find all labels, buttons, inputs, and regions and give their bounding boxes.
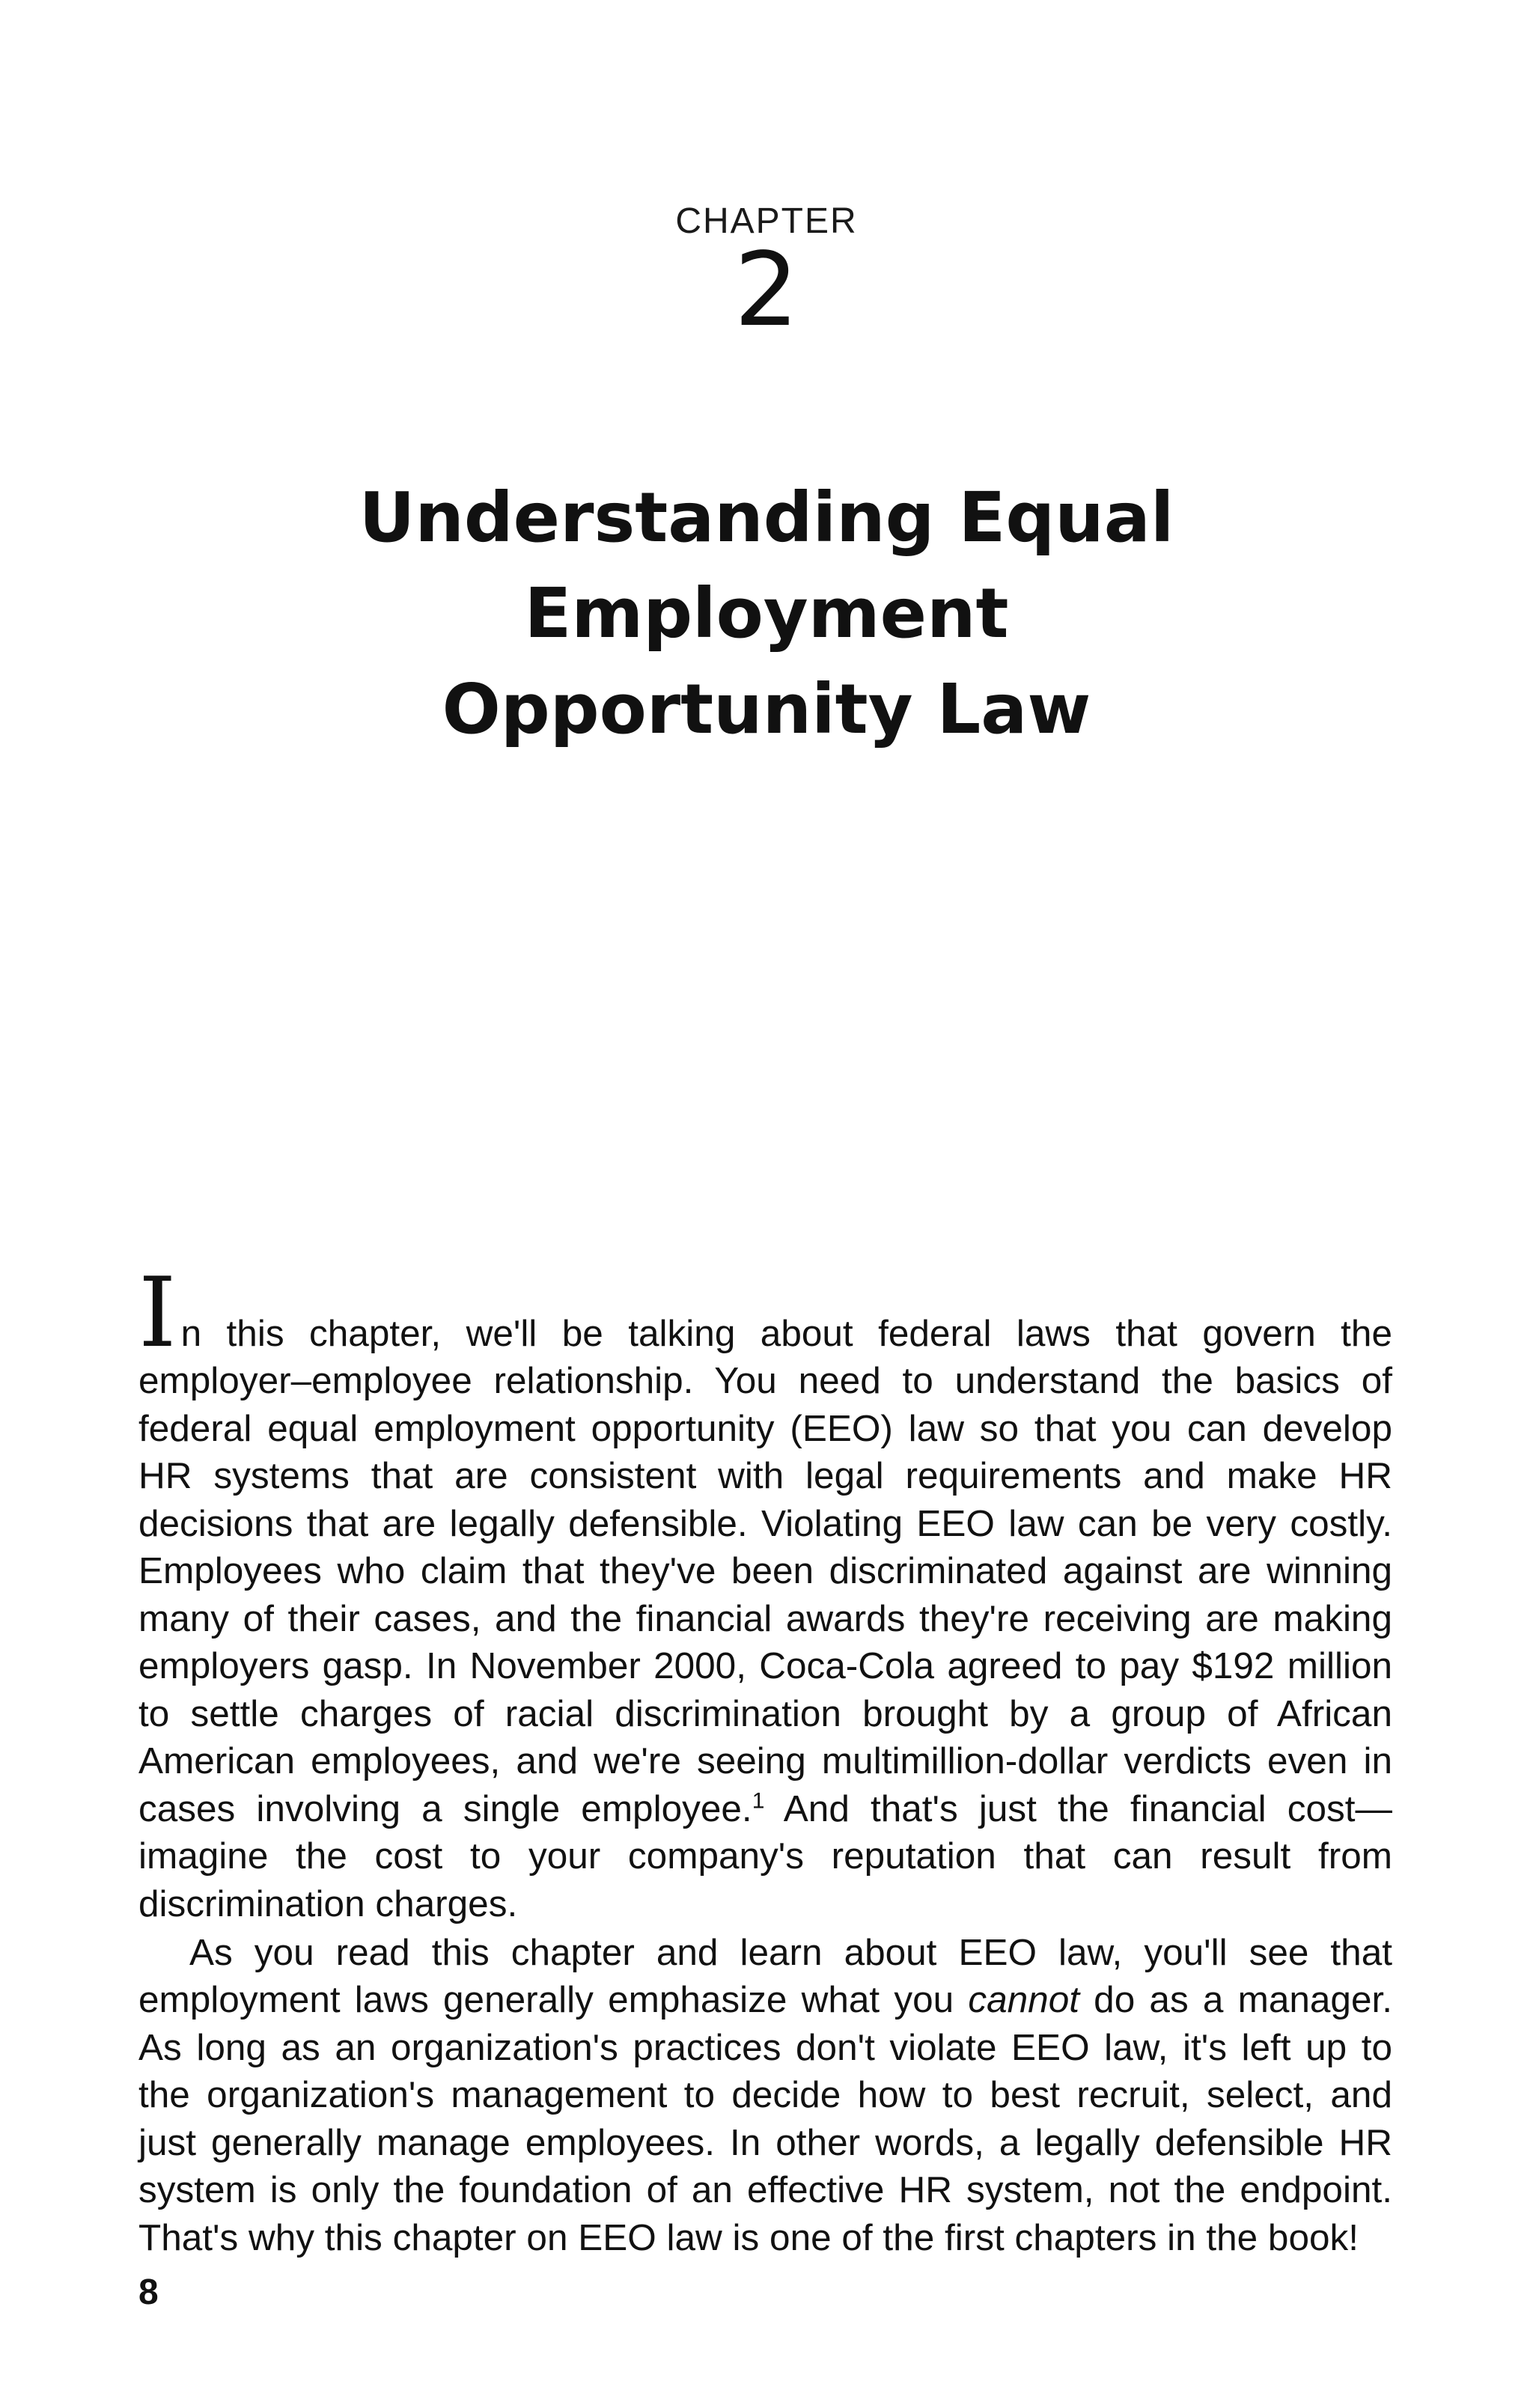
chapter-title-line-1: Understanding Equal Employment [359, 478, 1174, 653]
page-number: 8 [138, 2273, 159, 2312]
body-paragraph-1 [138, 1257, 1392, 1928]
footnote-marker: 1 [752, 1788, 765, 1813]
chapter-label: CHAPTER [675, 201, 858, 241]
paragraph-1-text-after: And that's just the financial cost—imagine the cost to your company's reputation that can result from discrimination charges. [138, 1787, 1392, 1924]
paragraph-2-text-before: As you read this chapter and learn about EEO law, you'll see that employment laws generally emphasize what you [138, 1931, 1392, 2020]
paragraph-2-emphasis: cannot [968, 1979, 1079, 2020]
paragraph-2-text-after: do as a manager. As long as an organization's practices don't violate EEO law, it's left up to the organization's management to decide how to best recruit, select, and just generally manage employees. In other words, a legally defensible HR system is only the foundation of an effective HR system, not the endpoint. That's why this chapter on EEO law is one of the first chapters in the book! [138, 1979, 1392, 2258]
body-paragraph-2 [138, 1929, 1392, 2262]
chapter-number: 2 [734, 231, 799, 350]
drop-cap: I [138, 1257, 177, 1369]
paragraph-1-text: n this chapter, we'll be talking about federal laws that govern the employer–employee relationship. You need to understand the basics of federal equal employment opportunity (EEO) law so that you can develop HR systems that are consistent with legal requirements and make HR decisions that are legally defensible. Violating EEO law can be very costly. Employees who claim that they've been discriminated against are winning many of their cases, and the financial awards they're receiving are making employers gasp. In November 2000, Coca-Cola agreed to pay $192 million to settle charges of racial discrimination brought by a group of African American employees, and we're seeing multimillion-dollar verdicts even in cases involving a single employee. [138, 1312, 1392, 1829]
chapter-title [135, 470, 1398, 758]
chapter-title-line-2: Opportunity Law [442, 669, 1091, 749]
